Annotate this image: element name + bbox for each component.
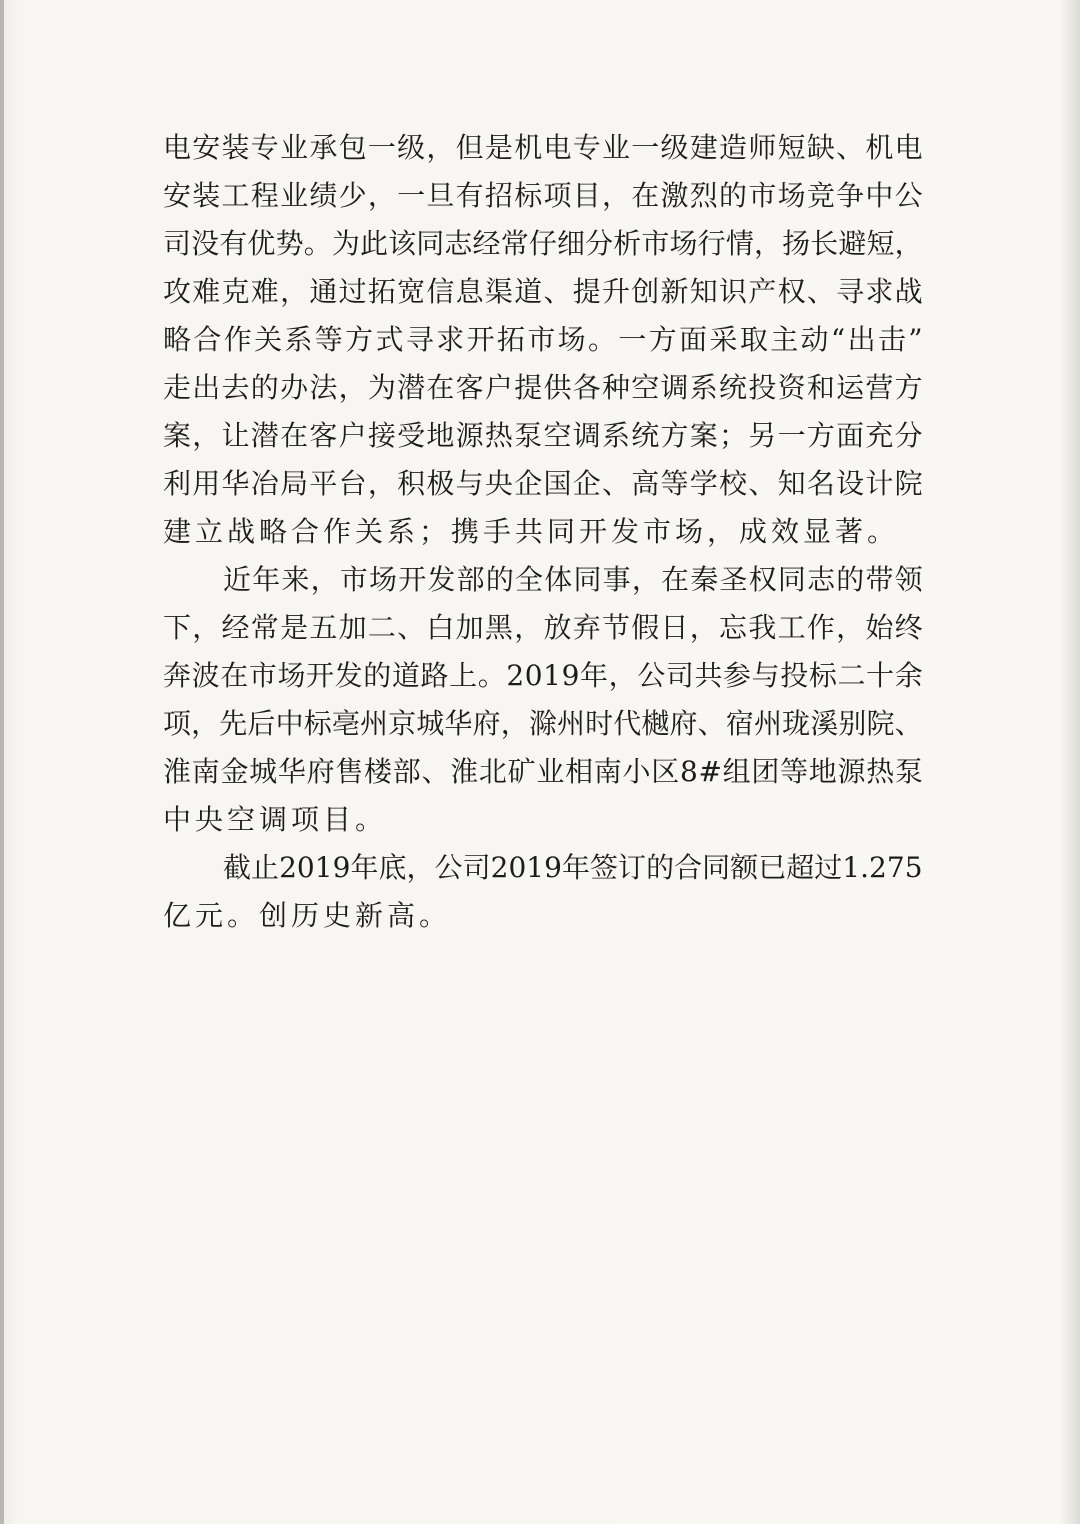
paragraph-2-line-3: 奔 波 在 市 场 开 发 的 道 路 上 。 2 0 1 9 年 ， 公 司 共 参 与 投 标 二 十 余 xyxy=(163,659,923,692)
paragraph-2-line-6: 中央空调项目。 xyxy=(163,803,388,836)
paragraph-1-line-1: 电 安 装 专 业 承 包 一 级 ， 但 是 机 电 专 业 一 级 建 造 师 短 缺 、 机 电 xyxy=(163,131,923,164)
paragraph-3-line-2: 亿元。创历史新高。 xyxy=(163,899,452,932)
paragraph-1-line-4: 攻 难 克 难 ， 通 过 拓 宽 信 息 渠 道 、 提 升 创 新 知 识 产 权 、 寻 求 战 xyxy=(163,275,923,308)
paragraph-2-line-5: 淮 南 金 城 华 府 售 楼 部 、 淮 北 矿 业 相 南 小 区 8 # 组 团 等 地 源 热 泵 xyxy=(163,755,923,788)
paragraph-3-line-1: 截 止 2 0 1 9 年 底 ， 公 司 2 0 1 9 年 签 订 的 合 同 额 已 超 过 1 . 2 7 5 xyxy=(223,851,923,884)
paragraph-1-line-7: 案 ， 让 潜 在 客 户 接 受 地 源 热 泵 空 调 系 统 方 案 ； 另 一 方 面 充 分 xyxy=(163,419,923,452)
paragraph-1-line-6: 走 出 去 的 办 法 ， 为 潜 在 客 户 提 供 各 种 空 调 系 统 投 资 和 运 营 方 xyxy=(163,371,923,404)
paragraph-1-line-9: 建立战略合作关系；携手共同开发市场，成效显著。 xyxy=(163,515,900,548)
paragraph-1-line-5: 略 合 作 关 系 等 方 式 寻 求 开 拓 市 场 。 一 方 面 采 取 主 动 “ 出 击 ” xyxy=(163,323,923,356)
paragraph-2-line-2: 下 ， 经 常 是 五 加 二 、 白 加 黑 ， 放 弃 节 假 日 ， 忘 我 工 作 ， 始 终 xyxy=(163,611,923,644)
paragraph-2-line-4: 项 ， 先 后 中 标 亳 州 京 城 华 府 ， 滁 州 时 代 樾 府 、 宿 州 珑 溪 别 院 、 xyxy=(163,707,923,740)
paragraph-2-line-1: 近 年 来 ， 市 场 开 发 部 的 全 体 同 事 ， 在 秦 圣 权 同 志 的 带 领 xyxy=(223,563,923,596)
paragraph-1-line-8: 利 用 华 冶 局 平 台 ， 积 极 与 央 企 国 企 、 高 等 学 校 、 知 名 设 计 院 xyxy=(163,467,923,500)
paragraph-1-line-2: 安 装 工 程 业 绩 少 ， 一 旦 有 招 标 项 目 ， 在 激 烈 的 市 场 竞 争 中 公 xyxy=(163,179,923,212)
paragraph-1-line-3: 司 没 有 优 势 。 为 此 该 同 志 经 常 仔 细 分 析 市 场 行 情 ， 扬 长 避 短 ， xyxy=(163,227,923,260)
scan-edge xyxy=(0,0,4,1524)
document-body xyxy=(163,124,923,940)
